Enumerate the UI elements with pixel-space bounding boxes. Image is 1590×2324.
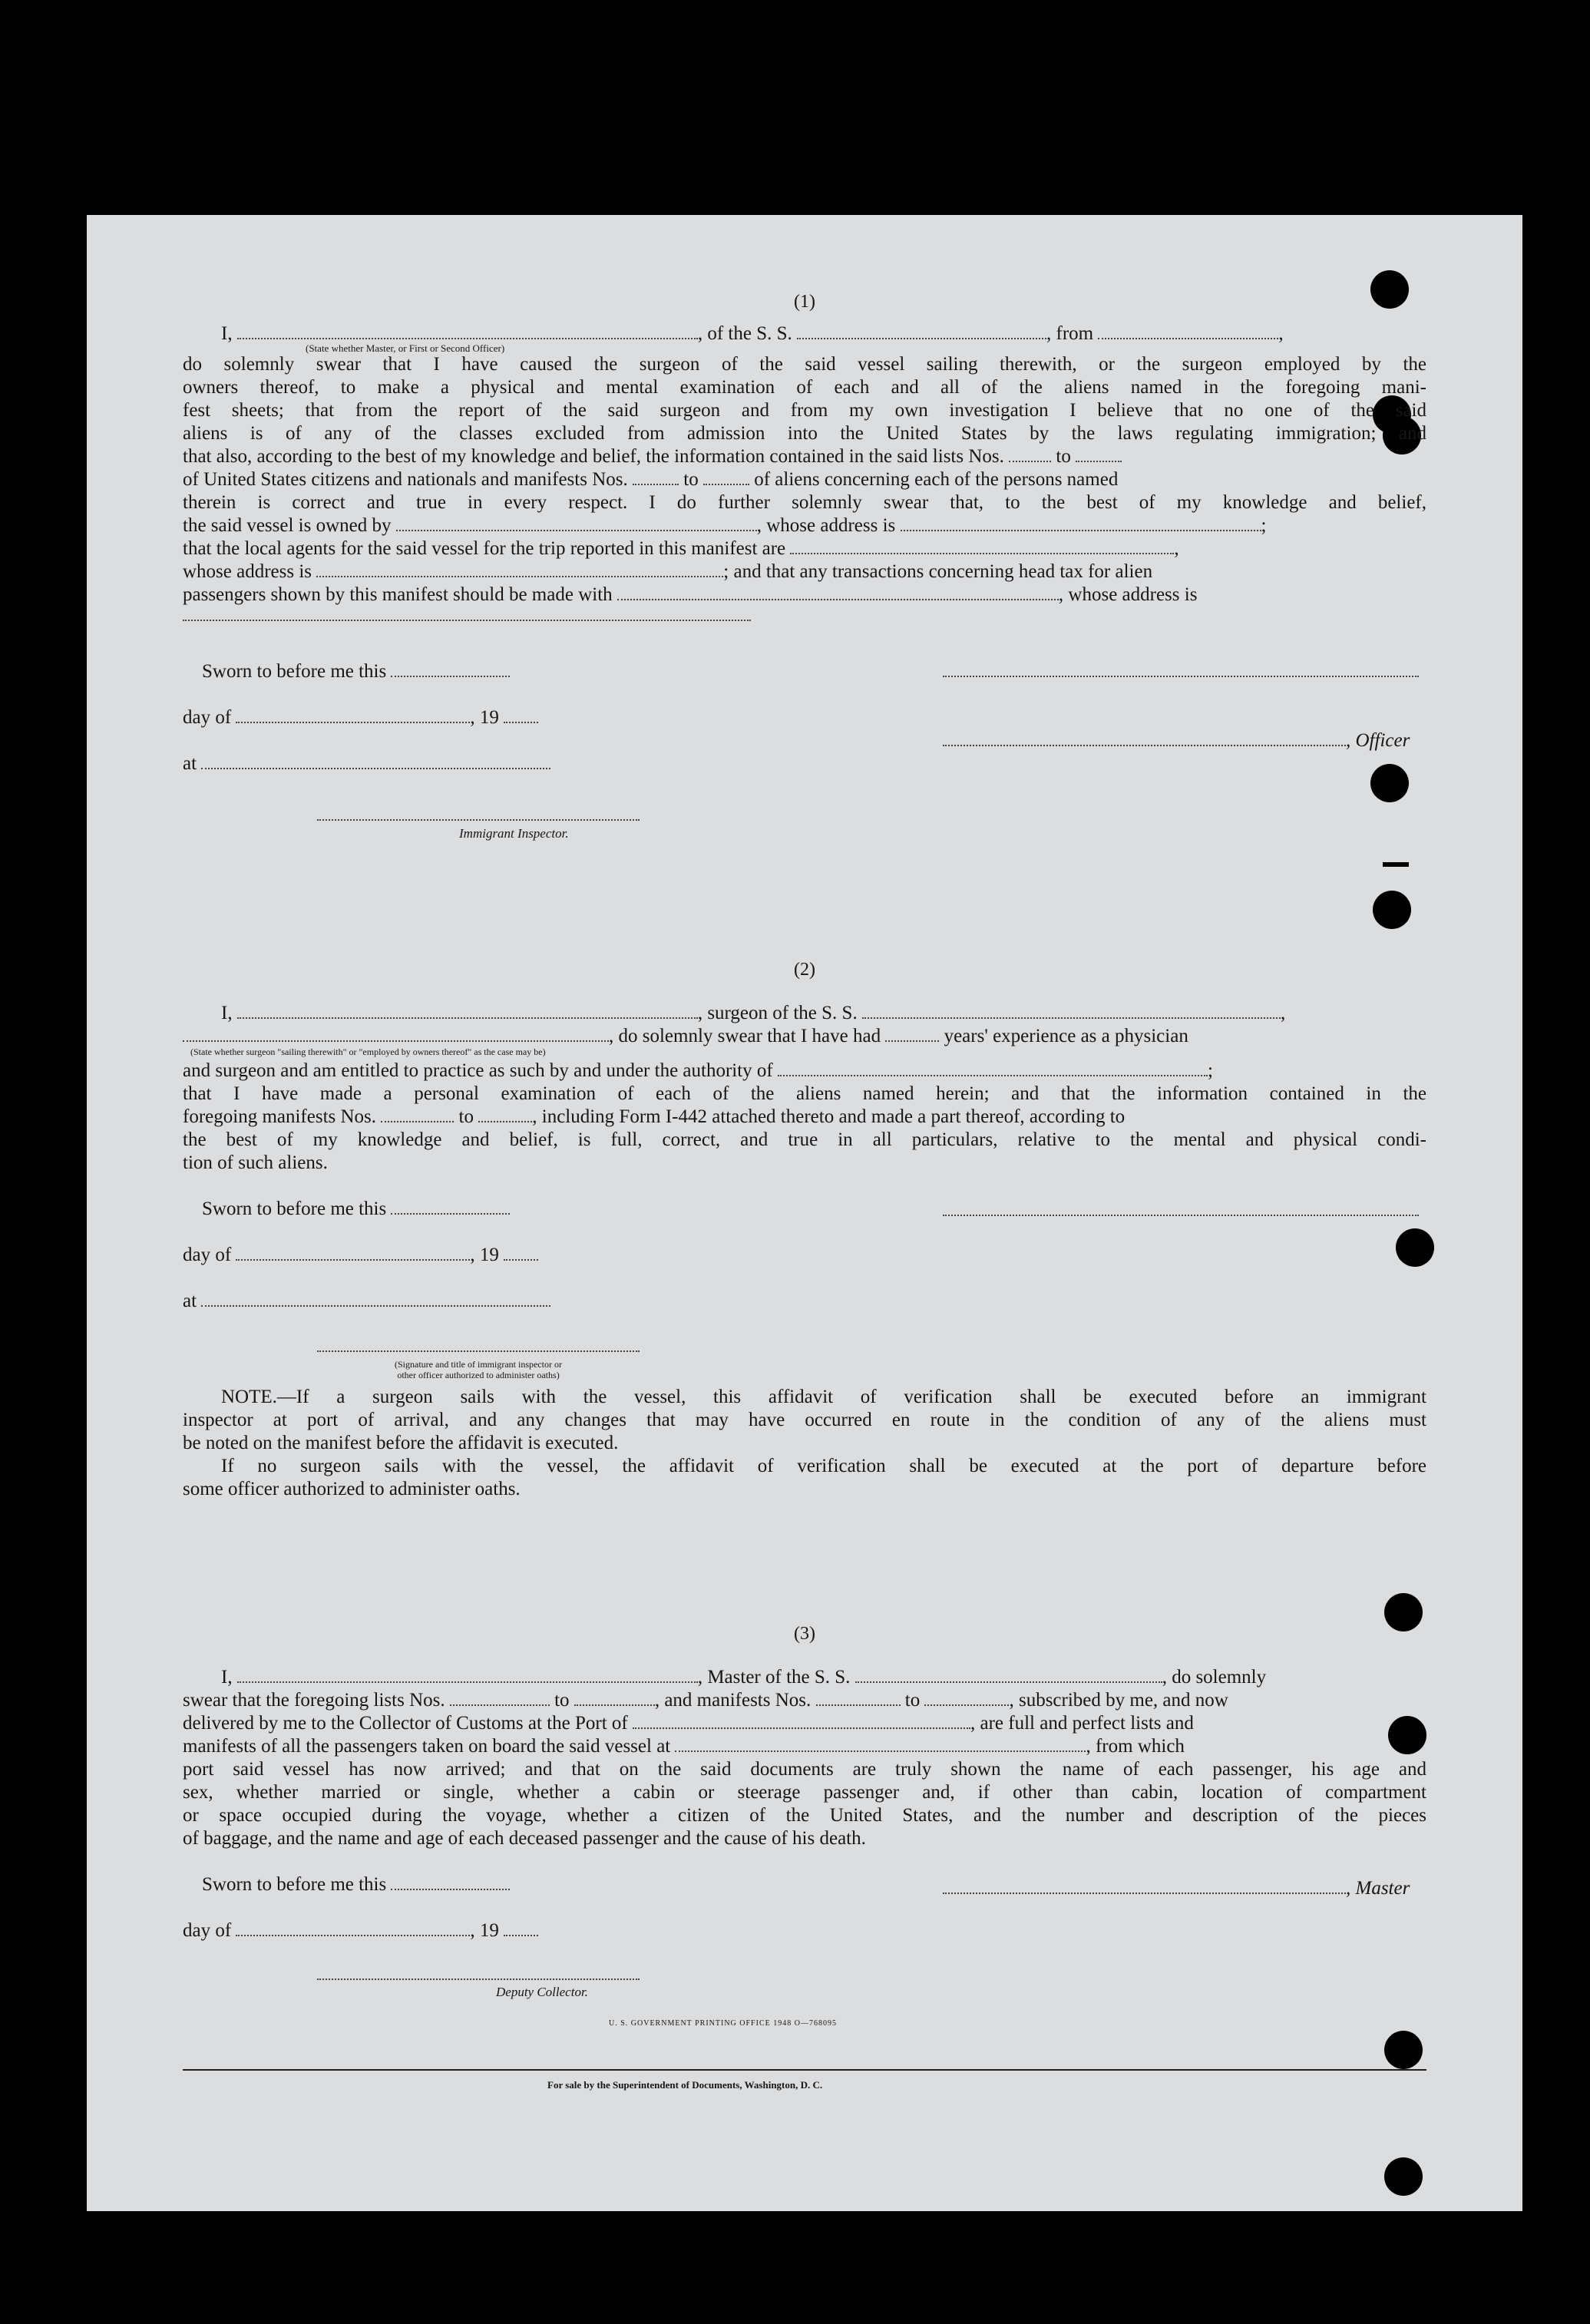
oath-text: passengers shown by this manifest should be made with , whose address is: [183, 584, 1198, 605]
master-signature-field[interactable]: [943, 1882, 1346, 1894]
oath-text: whose address is ; and that any transactions concerning head tax for alien: [183, 561, 1153, 582]
oath-text: therein is correct and true in every respect. I do further solemnly swear that, to the best of my knowledge and belief,: [183, 492, 1426, 513]
oath-text: fest sheets; that from the report of the said surgeon and from my own investigation I believe that no one of the said: [183, 400, 1426, 421]
oath-text: the said vessel is owned by , whose address is ;: [183, 515, 1267, 536]
head-tax-field[interactable]: [617, 588, 1059, 600]
delivery-text: port said vessel has now arrived; and that on the said documents are truly shown the name of each passenger, his age and: [183, 1759, 1426, 1780]
section-number: (1): [794, 292, 815, 312]
punch-hole: [1384, 2031, 1423, 2069]
note-text: If no surgeon sails with the vessel, the affidavit of verification shall be executed at the port of departure before: [221, 1456, 1426, 1476]
address-continuation-field[interactable]: [183, 618, 751, 621]
month-field[interactable]: [236, 1248, 470, 1261]
printing-office-note: U. S. GOVERNMENT PRINTING OFFICE 1948 O—768095: [609, 2019, 837, 2028]
punch-hole: [1373, 891, 1411, 929]
surgeon-text: tion of such aliens.: [183, 1152, 328, 1173]
footer-rule: [183, 2069, 1426, 2071]
surgeon-text: and surgeon and am entitled to practice as such by and under the authority of ;: [183, 1060, 1213, 1081]
master-oath-line: I, , of the S. S. , from ,: [221, 323, 1284, 344]
ink-mark: [1383, 862, 1409, 867]
sworn-date-field[interactable]: [391, 1878, 510, 1890]
oath-text: aliens is of any of the classes excluded from admission into the United States by the laws regulating immigration; and: [183, 423, 1426, 444]
master-signature-line: , Master: [943, 1877, 1434, 1900]
embark-port-field[interactable]: [675, 1740, 1086, 1752]
list-to-field[interactable]: [574, 1694, 655, 1706]
section-number: (3): [794, 1624, 815, 1644]
oath-text: that the local agents for the said vessel for the trip reported in this manifest are ,: [183, 538, 1179, 559]
note-text: NOTE.—If a surgeon sails with the vessel, this affidavit of verification shall be executed before an immigrant: [221, 1387, 1426, 1407]
section-number: (2): [794, 960, 815, 980]
owner-field[interactable]: [396, 519, 757, 531]
inspector-caption: Immigrant Inspector.: [459, 826, 569, 841]
officer-line: , Officer: [943, 729, 1434, 752]
master-line: I, , Master of the S. S. , do solemnly: [221, 1667, 1267, 1688]
name-field[interactable]: [237, 327, 698, 339]
delivery-text: or space occupied during the voyage, whether a citizen of the United States, and the number and description of the pieces: [183, 1805, 1426, 1826]
surgeon-signature-field[interactable]: [943, 1213, 1419, 1216]
officer-signature-field[interactable]: [943, 734, 1346, 746]
manifest-to-field[interactable]: [478, 1110, 532, 1122]
delivery-text: manifests of all the passengers taken on board the said vessel at , from which: [183, 1736, 1185, 1757]
manifest-from-field[interactable]: [381, 1110, 454, 1122]
place-field[interactable]: [201, 1294, 550, 1307]
master-name-field[interactable]: [237, 1671, 698, 1683]
at-line: at: [183, 1290, 1426, 1313]
oath-text: of United States citizens and nationals and manifests Nos. to of aliens concerning each of the persons named: [183, 469, 1119, 490]
oath-text: owners thereof, to make a physical and mental examination of each and all of the aliens named in the foregoing mani-: [183, 377, 1426, 398]
delivery-text: swear that the foregoing lists Nos. to , and manifests Nos. to , subscribed by me, and now: [183, 1690, 1228, 1711]
owner-address-field[interactable]: [901, 519, 1261, 531]
surgeon-oath-line: , do solemnly swear that I have had years' experience as a physician: [183, 1025, 1426, 1048]
agents-field[interactable]: [790, 542, 1174, 554]
day-line: day of , 19: [183, 1244, 1426, 1267]
note-text: inspector at port of arrival, and any changes that may have occurred en route in the condition of any of the aliens must: [183, 1410, 1426, 1430]
day-line: day of , 19: [183, 706, 1426, 729]
note-text: some officer authorized to administer oaths.: [183, 1479, 521, 1499]
vessel-field[interactable]: [855, 1671, 1162, 1683]
day-line: day of , 19: [183, 1919, 1426, 1942]
delivery-text: sex, whether married or single, whether a cabin or steerage passenger and, if other than cabin, location of compartment: [183, 1782, 1426, 1803]
list-from-field[interactable]: [450, 1694, 550, 1706]
delivery-text: of baggage, and the name and age of each deceased passenger and the cause of his death.: [183, 1828, 866, 1849]
officer-signature-field[interactable]: [317, 1349, 640, 1352]
at-line: at: [183, 752, 1426, 775]
list-from-field[interactable]: [1009, 450, 1051, 462]
place-field[interactable]: [201, 757, 550, 769]
sale-note: For sale by the Superintendent of Documents, Washington, D. C.: [547, 2079, 823, 2091]
manifest-to-field[interactable]: [703, 473, 749, 485]
surgeon-text: that I have made a personal examination of each of the aliens named herein; and that the information contained in the: [183, 1083, 1426, 1104]
oath-text: do solemnly swear that I have caused the surgeon of the said vessel sailing therewith, or the surgeon employed by the: [183, 354, 1426, 375]
collector-caption: Deputy Collector.: [496, 1985, 588, 1999]
punch-hole: [1384, 2157, 1423, 2196]
signature-caption: (Signature and title of immigrant inspector or other officer authorized to administer oaths): [395, 1359, 562, 1380]
agents-address-field[interactable]: [316, 565, 723, 577]
sworn-line: Sworn to before me this: [183, 660, 1446, 683]
year-field[interactable]: [504, 1924, 538, 1936]
sworn-line: Sworn to before me this: [183, 1198, 1446, 1221]
year-field[interactable]: [504, 711, 538, 723]
note-text: be noted on the manifest before the affidavit is executed.: [183, 1433, 619, 1453]
signature-field[interactable]: [943, 674, 1419, 677]
authority-field[interactable]: [778, 1064, 1208, 1076]
surgeon-text: the best of my knowledge and belief, is full, correct, and true in all particulars, relative to the mental and physical condi-: [183, 1129, 1426, 1150]
sworn-date-field[interactable]: [391, 1202, 510, 1215]
surgeon-status-field[interactable]: [183, 1030, 609, 1042]
collector-signature-field[interactable]: [317, 1977, 640, 1980]
manifest-to-field[interactable]: [924, 1694, 1009, 1706]
oath-text: that also, according to the best of my knowledge and belief, the information contained in the said lists Nos. to: [183, 445, 1426, 468]
surgeon-text: foregoing manifests Nos. to , including Form I-442 attached thereto and made a part thereof, according to: [183, 1106, 1126, 1127]
inspector-signature-field[interactable]: [317, 818, 640, 821]
origin-field[interactable]: [1098, 327, 1278, 339]
delivery-text: delivered by me to the Collector of Customs at the Port of , are full and perfect lists and: [183, 1713, 1194, 1734]
list-to-field[interactable]: [1076, 450, 1122, 462]
years-field[interactable]: [885, 1030, 939, 1042]
vessel-field[interactable]: [797, 327, 1046, 339]
surgeon-vessel-field[interactable]: [862, 1007, 1281, 1019]
manifest-from-field[interactable]: [816, 1694, 901, 1706]
sworn-date-field[interactable]: [391, 665, 510, 677]
year-field[interactable]: [504, 1248, 538, 1261]
month-field[interactable]: [236, 711, 470, 723]
sworn-line: Sworn to before me this: [183, 1873, 1446, 1896]
manifest-from-field[interactable]: [633, 473, 679, 485]
form-sheet: [87, 215, 1522, 2211]
port-field[interactable]: [633, 1717, 970, 1729]
month-field[interactable]: [236, 1924, 470, 1936]
surgeon-name-field[interactable]: [237, 1007, 698, 1019]
field-hint: (State whether surgeon "sailing therewith" or "employed by owners thereof" as the case may be): [190, 1046, 546, 1057]
surgeon-oath-line: I, , surgeon of the S. S. ,: [221, 1003, 1286, 1023]
field-hint: (State whether Master, or First or Second Officer): [306, 342, 505, 354]
